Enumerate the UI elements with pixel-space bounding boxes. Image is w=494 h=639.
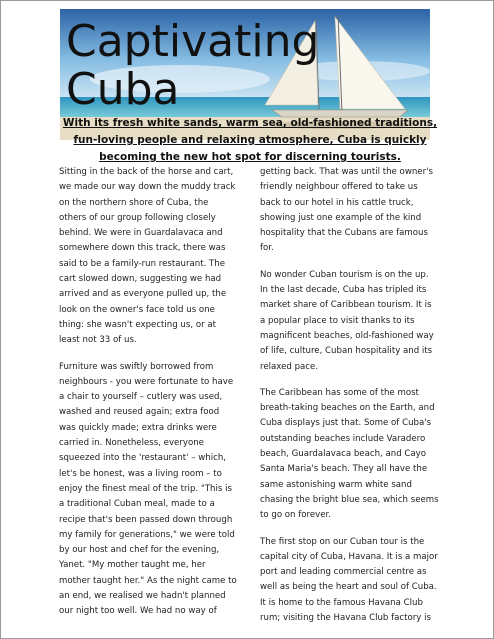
paragraph: No wonder Cuban tourism is on the up. In the last decade, Cuba has tripled its market share of Caribbean tourism. It is a popular place to visit thanks to its magnificent beaches, old-fashioned way of life, culture, Cuban hospitality and its relaxed pace.: [260, 269, 434, 372]
intro-paragraph: [60, 115, 440, 166]
intro-text: With its fresh white sands, warm sea, old-fashioned traditions, fun-loving people and relaxing atmosphere, Cuba is quickly becoming the new hot spot for discerning tourists.: [62, 117, 438, 163]
paragraph: The Caribbean has some of the most breath-taking beaches on the Earth, and Cuba displays just that. Some of Cuba's outstanding beaches include Varadero beach, Guardalavaca beach, and Cayo Santa Maria's beach. They all have the same astonishing warm white sand chasing the bright blue sea, which seems to go on forever.: [260, 387, 439, 521]
paragraph: getting back. That was until the owner's friendly neighbour offered to take us back to our hotel in his cattle truck, showing just one example of the kind hospitality that the Cubans are famous for.: [260, 167, 433, 254]
right-column: [260, 165, 440, 637]
page-title: Captivating Cuba: [66, 16, 320, 115]
paragraph: The first stop on our Cuban tour is the capital city of Cuba, Havana. It is a major port and leading commercial centre as well as being the heart and soul of Cuba. It is home to the famous Havana Club rum; visiting the Havana Club factory is: [260, 536, 438, 624]
paragraph: Sitting in the back of the horse and cart, we made our way down the muddy track on the northern shore of Cuba, the others of our group following closely behind. We were in Guardalavaca and somewhere down this track, there was said to be a family-run restaurant. The cart slowed down, suggesting we had arrived and as everyone pulled up, the look on the owner's face told us one thing: she wasn't expecting us, or at least not 33 of us.: [59, 167, 236, 346]
paragraph: Furniture was swiftly borrowed from neighbours - you were fortunate to have a chair to yourself – cutlery was used, washed and reused again; extra food was quickly made; extra drinks were carried in. Nonetheless, everyone squeezed into the 'restaurant' – which, let's be honest, was a living room – to enjoy the finest meal of the trip. "This is a traditional Cuban meal, made to a recipe that's been passed down through my family for generations," we were told by our host and chef for the evening, Yanet. "My mother taught me, her mother taught her." As the night came to an end, we realised we hadn't planned our night too well. We had no way of: [59, 361, 237, 617]
left-column: [59, 165, 237, 631]
